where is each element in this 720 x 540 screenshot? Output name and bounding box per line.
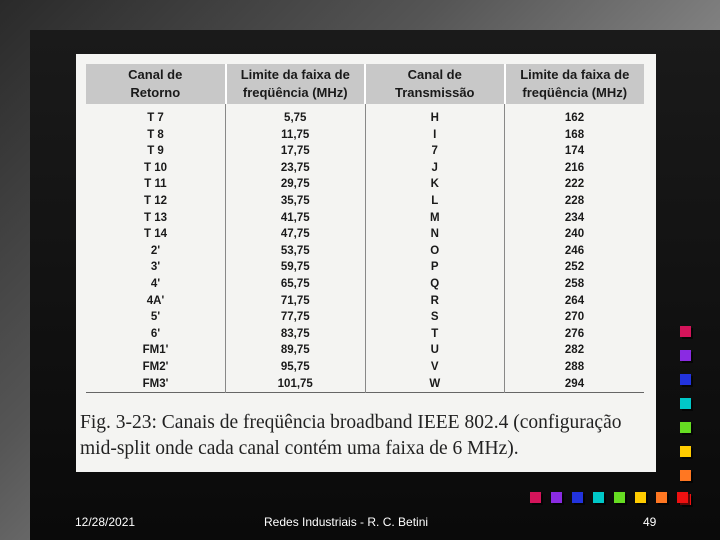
- table-cell: 17,75: [226, 143, 366, 160]
- table-cell: S: [365, 309, 505, 326]
- table-cell: O: [365, 243, 505, 260]
- footer-page-number: 49: [643, 515, 657, 529]
- table-cell: M: [365, 210, 505, 227]
- table-cell: H: [365, 104, 505, 127]
- footer-date: 12/28/2021: [75, 515, 136, 529]
- table-cell: 3': [86, 259, 226, 276]
- table-cell: 162: [564, 112, 585, 124]
- table-row: [86, 259, 644, 276]
- table-row: [86, 193, 644, 210]
- table-cell: 6': [86, 326, 226, 343]
- table-row: [86, 342, 644, 359]
- table-cell: 252: [564, 261, 585, 274]
- table-cell: 83,75: [226, 326, 366, 343]
- table-row: [86, 309, 644, 326]
- table-cell: 29,75: [226, 176, 366, 193]
- decor-square: [680, 326, 691, 337]
- decor-square: [680, 398, 691, 409]
- decor-square: [635, 492, 646, 503]
- scanned-figure: [76, 54, 656, 472]
- table-cell: 228: [564, 194, 585, 207]
- table-cell: 41,75: [226, 210, 366, 227]
- table-cell: 270: [564, 311, 585, 324]
- table-cell: T: [365, 326, 505, 343]
- table-cell: I: [365, 127, 505, 144]
- table-cell: 216: [564, 161, 585, 174]
- decor-square: [572, 492, 583, 503]
- table-cell: 35,75: [226, 193, 366, 210]
- table-cell: 11,75: [226, 127, 366, 144]
- table-cell: 47,75: [226, 226, 366, 243]
- table-cell: 234: [564, 211, 585, 224]
- table-cell: T 9: [86, 143, 226, 160]
- frequency-table: [86, 64, 644, 393]
- decor-square: [593, 492, 604, 503]
- table-cell: 168: [564, 128, 585, 141]
- table-cell: Q: [365, 276, 505, 293]
- table-row: [86, 243, 644, 260]
- table-cell: R: [365, 293, 505, 310]
- table-cell: P: [365, 259, 505, 276]
- table-row: [86, 160, 644, 177]
- table-cell: 246: [564, 244, 585, 257]
- decor-square: [680, 470, 691, 481]
- table-cell: U: [365, 342, 505, 359]
- table-cell: 5,75: [226, 104, 366, 127]
- table-row: [86, 326, 644, 343]
- table-row: [86, 176, 644, 193]
- table-cell: 294: [564, 377, 585, 390]
- table-cell: 5': [86, 309, 226, 326]
- decor-square: [680, 374, 691, 385]
- table-row: [86, 276, 644, 293]
- column-header: Limite da faixa de freqüência (MHz): [226, 64, 366, 104]
- table-cell: 174: [564, 145, 585, 158]
- table-cell: FM1': [86, 342, 226, 359]
- table-cell: 77,75: [226, 309, 366, 326]
- column-header: Canal de Transmissão: [365, 64, 505, 104]
- table-cell: V: [365, 359, 505, 376]
- table-cell: T 7: [86, 104, 226, 127]
- table-cell: W: [365, 376, 505, 393]
- table-cell: 282: [564, 344, 585, 357]
- table-cell: 258: [564, 277, 585, 290]
- table-cell: T 8: [86, 127, 226, 144]
- table-cell: 264: [564, 294, 585, 307]
- table-cell: K: [365, 176, 505, 193]
- table-cell: T 14: [86, 226, 226, 243]
- decor-square: [530, 492, 541, 503]
- decor-square: [680, 350, 691, 361]
- table-row: [86, 359, 644, 376]
- table-cell: N: [365, 226, 505, 243]
- table-cell: 2': [86, 243, 226, 260]
- table-cell: 89,75: [226, 342, 366, 359]
- table-cell: T 10: [86, 160, 226, 177]
- table-cell: 288: [564, 360, 585, 373]
- table-row: [86, 210, 644, 227]
- decor-square: [680, 446, 691, 457]
- table-cell: 95,75: [226, 359, 366, 376]
- table-cell: 65,75: [226, 276, 366, 293]
- figure-caption: Fig. 3-23: Canais de freqüência broadband IEEE 802.4 (configuração mid-split onde cada canal contém uma faixa de 6 MHz).: [80, 412, 622, 459]
- table-cell: L: [365, 193, 505, 210]
- decor-square: [656, 492, 667, 503]
- table-cell: 240: [564, 228, 585, 241]
- table-cell: J: [365, 160, 505, 177]
- table-row: [86, 376, 644, 393]
- column-header: Limite da faixa de freqüência (MHz): [505, 64, 645, 104]
- table-cell: 4': [86, 276, 226, 293]
- table-cell: 222: [564, 178, 585, 191]
- table-row: [86, 104, 644, 127]
- footer-title: Redes Industriais - R. C. Betini: [264, 515, 429, 529]
- table-cell: FM2': [86, 359, 226, 376]
- table-row: [86, 293, 644, 310]
- decor-square: [614, 492, 625, 503]
- decor-square: [677, 492, 688, 503]
- table-row: [86, 143, 644, 160]
- table-cell: 71,75: [226, 293, 366, 310]
- table-cell: 23,75: [226, 160, 366, 177]
- table-row: [86, 226, 644, 243]
- column-header: Canal de Retorno: [86, 64, 226, 104]
- table-header-row: [86, 64, 644, 104]
- table-cell: 53,75: [226, 243, 366, 260]
- table-cell: T 11: [86, 176, 226, 193]
- table-cell: T 12: [86, 193, 226, 210]
- table-cell: 59,75: [226, 259, 366, 276]
- table-cell: 101,75: [226, 376, 366, 393]
- table-row: [86, 127, 644, 144]
- decor-square: [680, 422, 691, 433]
- table-cell: 4A': [86, 293, 226, 310]
- decor-square: [551, 492, 562, 503]
- table-cell: 7: [365, 143, 505, 160]
- table-cell: FM3': [86, 376, 226, 393]
- table-cell: T 13: [86, 210, 226, 227]
- table-cell: 276: [564, 327, 585, 340]
